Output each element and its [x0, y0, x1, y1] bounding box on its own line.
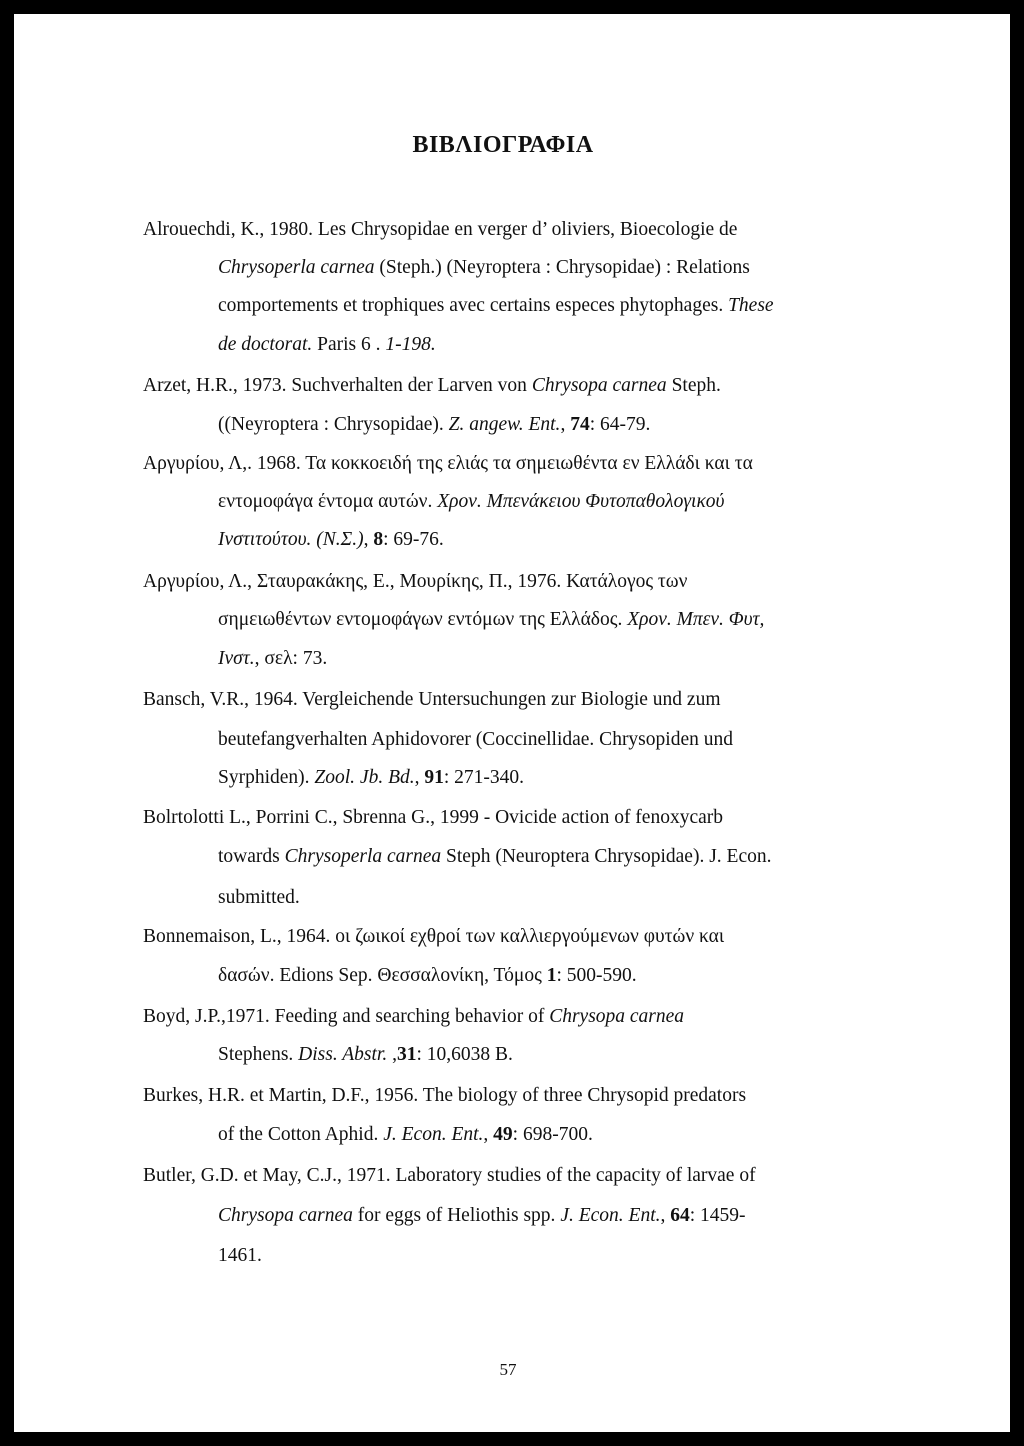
reference-line: Αργυρίου, Λ., Σταυρακάκης, Ε., Μουρίκης, Π., 1976. Κατάλογος των: [143, 571, 688, 592]
page-title: ΒΙΒΛΙΟΓΡΑΦΙΑ: [412, 132, 594, 158]
reference-line: ((Neyroptera : Chrysopidae). Z. angew. Ent., 74: 64-79.: [218, 414, 651, 435]
reference-line: beutefangverhalten Aphidovorer (Coccinellidae. Chrysopiden und: [218, 729, 733, 750]
document-page: [14, 14, 1010, 1432]
reference-line: comportements et trophiques avec certains especes phytophages. These: [218, 295, 774, 316]
reference-line: Bansch, V.R., 1964. Vergleichende Untersuchungen zur Biologie und zum: [143, 689, 721, 710]
reference-line: Alrouechdi, K., 1980. Les Chrysopidae en verger d’ oliviers, Bioecologie de: [143, 219, 738, 240]
reference-line: Ινστιτούτου. (Ν.Σ.), 8: 69-76.: [218, 529, 444, 550]
reference-line: εντομοφάγα έντομα αυτών. Χρον. Μπενάκειου Φυτοπαθολογικού: [218, 491, 725, 512]
reference-line: δασών. Edions Sep. Θεσσαλονίκη, Τόμος 1: 500-590.: [218, 965, 637, 986]
reference-line: Arzet, H.R., 1973. Suchverhalten der Larven von Chrysopa carnea Steph.: [143, 375, 721, 396]
page-number: 57: [499, 1360, 517, 1379]
reference-line: Syrphiden). Zool. Jb. Bd., 91: 271-340.: [218, 767, 525, 788]
reference-line: towards Chrysoperla carnea Steph (Neuroptera Chrysopidae). J. Econ.: [218, 846, 772, 867]
reference-line: Butler, G.D. et May, C.J., 1971. Laboratory studies of the capacity of larvae of: [143, 1165, 756, 1186]
reference-line: Boyd, J.P.,1971. Feeding and searching behavior of Chrysopa carnea: [143, 1006, 685, 1027]
reference-line: Ινστ., σελ: 73.: [218, 648, 328, 669]
reference-line: Stephens. Diss. Abstr. ,31: 10,6038 B.: [218, 1044, 513, 1065]
reference-line: Bonnemaison, L., 1964. οι ζωικοί εχθροί των καλλιεργούμενων φυτών και: [143, 926, 725, 947]
reference-line: of the Cotton Aphid. J. Econ. Ent., 49: 698-700.: [218, 1124, 593, 1145]
reference-line: Chrysopa carnea for eggs of Heliothis spp. J. Econ. Ent., 64: 1459-: [218, 1205, 746, 1226]
reference-line: Αργυρίου, Λ,. 1968. Τα κοκκοειδή της ελιάς τα σημειωθέντα εν Ελλάδι και τα: [143, 453, 753, 474]
reference-line: Bolrtolotti L., Porrini C., Sbrenna G., 1999 - Ovicide action of fenoxycarb: [143, 807, 724, 828]
reference-line: de doctorat. Paris 6 . 1-198.: [218, 334, 436, 355]
reference-line: Burkes, H.R. et Martin, D.F., 1956. The biology of three Chrysopid predators: [143, 1085, 747, 1106]
reference-line: submitted.: [218, 887, 300, 908]
reference-line: 1461.: [218, 1245, 262, 1266]
reference-line: σημειωθέντων εντομοφάγων εντόμων της Ελλάδος. Χρον. Μπεν. Φυτ,: [218, 609, 765, 630]
reference-line: Chrysoperla carnea (Steph.) (Neyroptera : Chrysopidae) : Relations: [218, 257, 750, 278]
